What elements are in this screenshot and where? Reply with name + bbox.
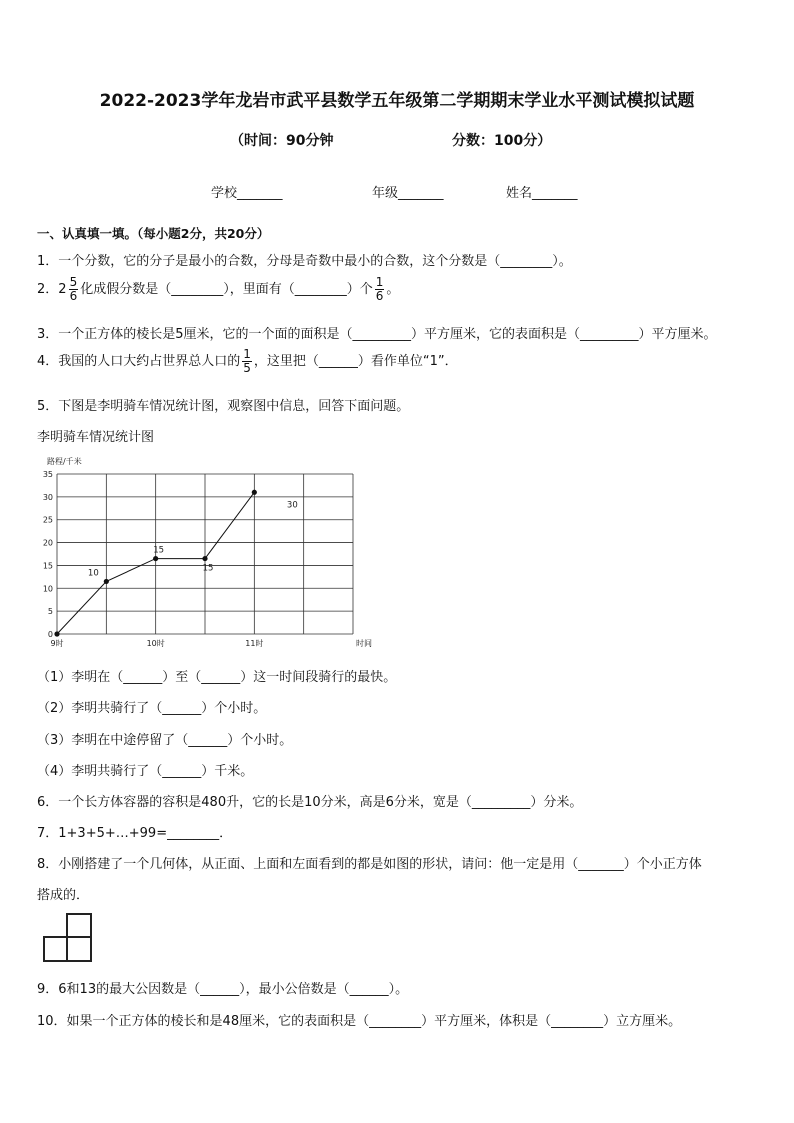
fraction-numerator: 5	[69, 275, 78, 289]
y-tick-label: 20	[42, 538, 53, 548]
question-2-end: 。	[386, 282, 400, 297]
fraction-denominator: 6	[69, 289, 78, 303]
question-3: 3．一个正方体的棱长是5厘米，它的一个面的面积是（_________）平方厘米，它的表面积是（_________）平方厘米。	[37, 327, 717, 342]
fraction-denominator: 6	[375, 289, 384, 303]
fraction-numerator: 1	[375, 275, 384, 289]
data-point	[153, 556, 158, 561]
y-tick-label: 10	[42, 584, 53, 594]
question-4	[37, 348, 458, 375]
cube-square-bottom-left	[44, 937, 67, 961]
question-5-2: （2）李明共骑行了（______）个小时。	[37, 701, 267, 716]
data-label: 10	[87, 568, 99, 579]
cube-figure	[42, 912, 96, 964]
exam-score: 分数：100分）	[452, 133, 552, 149]
question-8-continued: 搭成的．	[37, 888, 90, 903]
y-tick-label: 0	[47, 630, 53, 639]
data-point	[54, 631, 59, 636]
grade-field: 年级_______	[372, 186, 444, 201]
y-tick-label: 30	[42, 492, 53, 502]
y-axis-title: 路程/千米	[47, 457, 82, 466]
data-point	[202, 556, 207, 561]
question-2-number: 2．	[37, 282, 59, 297]
question-5-1: （1）李明在（______）至（______）这一时间段骑行的最快。	[37, 670, 397, 685]
section-heading: 一、认真填一填。（每小题2分，共20分）	[37, 226, 270, 241]
y-tick-label: 15	[42, 561, 53, 571]
y-tick-label: 25	[42, 515, 53, 525]
school-field: 学校_______	[211, 186, 283, 201]
question-4-text: 4．我国的人口大约占世界总人口的	[37, 354, 241, 369]
mixed-number-whole: 2	[58, 282, 67, 297]
chart-series	[54, 490, 297, 637]
fraction-one-fifth	[242, 348, 252, 375]
data-point	[252, 490, 257, 495]
question-1: 1．一个分数，它的分子是最小的合数，分母是奇数中最小的合数，这个分数是（________）。	[37, 254, 572, 269]
y-tick-label: 35	[42, 470, 53, 479]
question-8: 8．小刚搭建了一个几何体，从正面、上面和左面看到的都是如图的形状，请问：他一定是用（_______）个小正方体	[37, 857, 702, 872]
page-title: 2022-2023学年龙岩市武平县数学五年级第二学期期末学业水平测试模拟试题	[99, 91, 695, 111]
chart-caption: 李明骑车情况统计图	[37, 430, 155, 445]
x-tick-label: 9时	[50, 639, 64, 648]
question-5: 5．下图是李明骑车情况统计图，观察图中信息，回答下面问题。	[37, 399, 410, 414]
chart-axis-labels	[43, 456, 372, 648]
x-axis-title: 时间	[356, 639, 372, 648]
question-7: 7．1+3+5+…+99=________．	[37, 826, 233, 841]
x-tick-label: 10时	[146, 639, 165, 648]
line-chart	[30, 452, 390, 657]
data-label: 15	[202, 563, 214, 574]
data-label: 15	[153, 545, 165, 556]
question-4-text-end: ，这里把（______）看作单位“1”．	[253, 354, 458, 369]
question-2	[37, 276, 399, 303]
cube-square-top	[67, 914, 91, 937]
fraction-denominator: 5	[243, 361, 251, 375]
data-point	[104, 579, 109, 584]
chart-grid	[57, 474, 353, 634]
question-6: 6．一个长方体容器的容积是480升，它的长是10分米，高是6分米，宽是（_________）分米。	[37, 795, 583, 810]
question-9: 9．6和13的最大公因数是（______），最小公倍数是（______）。	[37, 982, 409, 997]
cube-square-bottom-right	[67, 937, 91, 961]
question-5-4: （4）李明共骑行了（______）千米。	[37, 764, 254, 779]
fraction-numerator: 1	[243, 347, 251, 361]
y-tick-label: 5	[47, 607, 53, 617]
question-10: 10．如果一个正方体的棱长和是48厘米，它的表面积是（________）平方厘米，体积是（________）立方厘米。	[37, 1014, 682, 1029]
question-2-text: 化成假分数是（________），里面有（________）个	[80, 282, 373, 297]
question-5-3: （3）李明在中途停留了（______）个小时。	[37, 733, 293, 748]
fraction-five-sixths	[69, 276, 79, 303]
fraction-one-sixth	[375, 276, 385, 303]
name-field: 姓名_______	[506, 186, 578, 201]
x-tick-label: 11时	[245, 639, 264, 648]
exam-time: （时间：90分钟	[230, 133, 334, 149]
data-label: 30	[286, 500, 298, 511]
